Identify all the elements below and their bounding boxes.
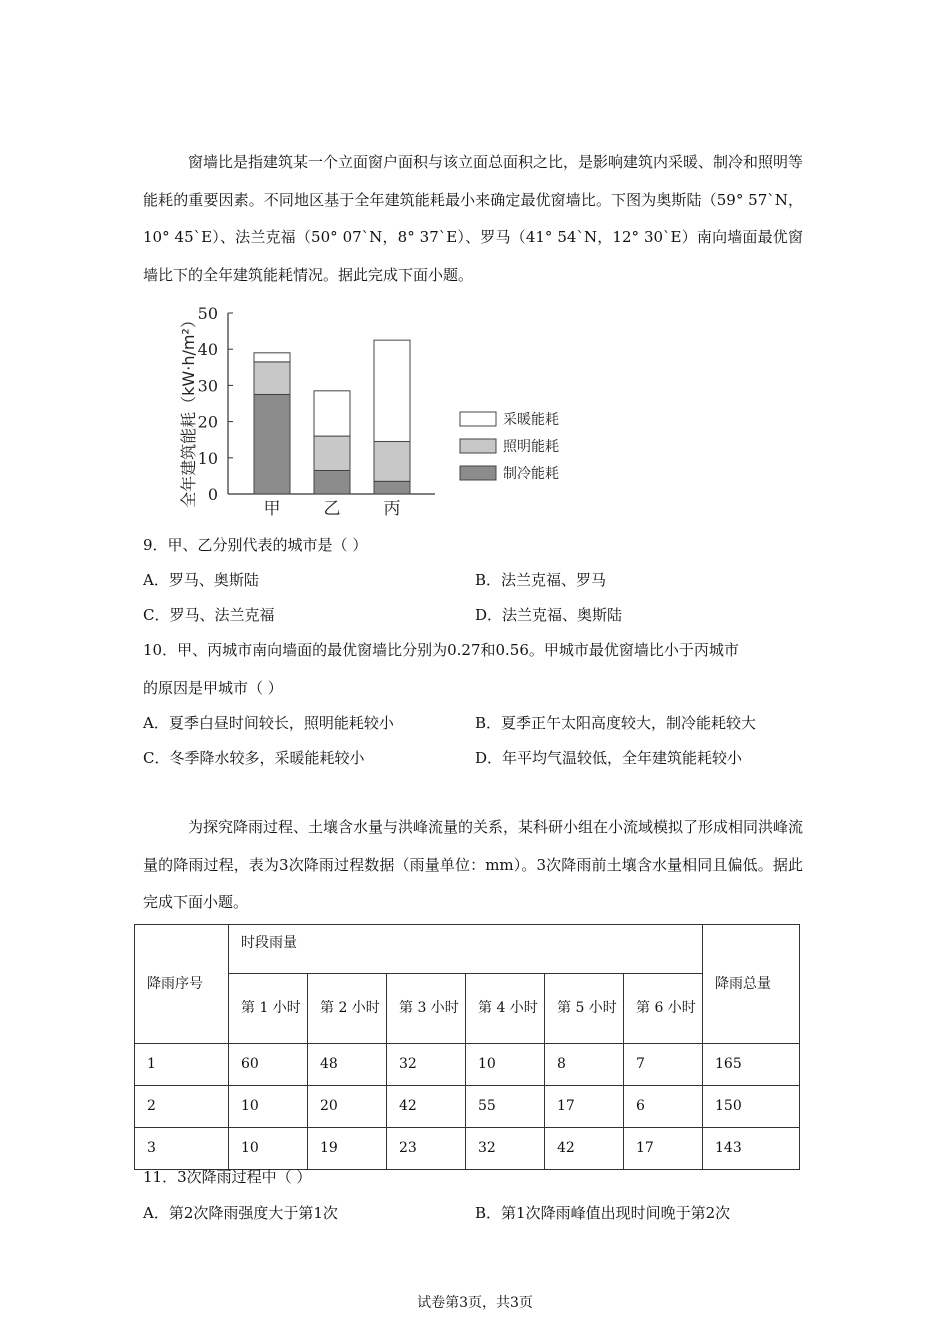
table-cell: 143 (703, 1128, 800, 1170)
y-tick-label: 0 (207, 485, 218, 504)
bar-segment (254, 394, 290, 494)
x-tick-label: 甲 (263, 499, 281, 519)
legend-label: 照明能耗 (503, 439, 559, 455)
table-cell: 23 (387, 1128, 466, 1170)
header-hour-3: 第 3 小时 (387, 974, 466, 1044)
table-cell: 19 (308, 1128, 387, 1170)
energy-chart (170, 295, 590, 525)
table-cell: 7 (624, 1044, 703, 1086)
header-period-rain: 时段雨量 (229, 925, 703, 974)
intro-text-2: 为探究降雨过程、土壤含水量与洪峰流量的关系，某科研小组在小流域模拟了形成相同洪峰流量的降雨过程，表为3次降雨过程数据（雨量单位：mm）。3次降雨前土壤含水量相同且偏低。据此完成下面小题。 (143, 818, 804, 911)
bar-segment (254, 362, 290, 395)
table-cell: 10 (229, 1128, 308, 1170)
q10-stem-line1: 10．甲、丙城市南向墙面的最优窗墙比分别为0.27和0.56。甲城市最优窗墙比小于丙城市 (143, 641, 739, 659)
q11-option-b[interactable]: B．第1次降雨峰值出现时间晚于第2次 (475, 1204, 731, 1222)
table-cell: 17 (624, 1128, 703, 1170)
table-cell: 20 (308, 1086, 387, 1128)
table-cell: 42 (545, 1128, 624, 1170)
table-cell: 48 (308, 1044, 387, 1086)
table-cell: 10 (466, 1044, 545, 1086)
table-cell: 2 (135, 1086, 229, 1128)
bar-segment (254, 353, 290, 362)
q10-option-d[interactable]: D．年平均气温较低，全年建筑能耗较小 (475, 749, 743, 767)
bar-segment (374, 340, 410, 441)
q10-option-b[interactable]: B．夏季正午太阳高度较大，制冷能耗较大 (475, 714, 757, 732)
table-cell: 10 (229, 1086, 308, 1128)
intro-paragraph-2 (143, 809, 803, 922)
table-cell: 17 (545, 1086, 624, 1128)
table-header-row-1 (135, 925, 800, 974)
y-tick-label: 10 (197, 448, 218, 468)
header-rain-seq: 降雨序号 (135, 925, 229, 1044)
x-tick-label: 丙 (383, 499, 401, 519)
table-cell: 150 (703, 1086, 800, 1128)
bar-segment (374, 481, 410, 494)
table-cell: 1 (135, 1044, 229, 1086)
header-hour-1: 第 1 小时 (229, 974, 308, 1044)
table-row (135, 1086, 800, 1128)
q10-option-a[interactable]: A．夏季白昼时间较长，照明能耗较小 (143, 714, 394, 732)
legend-swatch (460, 412, 496, 426)
header-hour-4: 第 4 小时 (466, 974, 545, 1044)
q11-stem: 11．3次降雨过程中（ ） (143, 1168, 312, 1186)
bar-segment (314, 470, 350, 494)
header-total-rain: 降雨总量 (703, 925, 800, 1044)
q11-option-a[interactable]: A．第2次降雨强度大于第1次 (143, 1204, 338, 1222)
legend-label: 制冷能耗 (503, 466, 559, 482)
x-tick-label: 乙 (323, 499, 341, 519)
table-row (135, 1044, 800, 1086)
table-cell: 42 (387, 1086, 466, 1128)
table-cell: 32 (466, 1128, 545, 1170)
table-row (135, 1128, 800, 1170)
q9-option-d[interactable]: D．法兰克福、奥斯陆 (475, 606, 623, 624)
q9-option-b[interactable]: B．法兰克福、罗马 (475, 571, 607, 589)
header-hour-5: 第 5 小时 (545, 974, 624, 1044)
page-footer: 试卷第3页，共3页 (417, 1295, 533, 1311)
legend-label: 采暖能耗 (503, 412, 559, 428)
q10-option-c[interactable]: C．冬季降水较多，采暖能耗较小 (143, 749, 365, 767)
y-tick-label: 50 (197, 304, 218, 323)
table-cell: 6 (624, 1086, 703, 1128)
y-tick-label: 20 (197, 412, 218, 432)
legend-swatch (460, 439, 496, 453)
table-cell: 8 (545, 1044, 624, 1086)
table-cell: 3 (135, 1128, 229, 1170)
table-cell: 60 (229, 1044, 308, 1086)
bar-segment (314, 391, 350, 436)
intro-paragraph-1 (143, 144, 803, 294)
table-cell: 55 (466, 1086, 545, 1128)
q9-stem: 9．甲、乙分别代表的城市是（ ） (143, 536, 368, 554)
bar-segment (314, 436, 350, 470)
bar-segment (374, 442, 410, 482)
header-hour-2: 第 2 小时 (308, 974, 387, 1044)
header-hour-6: 第 6 小时 (624, 974, 703, 1044)
q9-option-a[interactable]: A．罗马、奥斯陆 (143, 571, 259, 589)
intro-text-1: 窗墙比是指建筑某一个立面窗户面积与该立面总面积之比，是影响建筑内采暖、制冷和照明等能耗的重要因素。不同地区基于全年建筑能耗最小来确定最优窗墙比。下图为奥斯陆（59° 57`N，10° 45`E）、法兰克福（50° 07`N，8° 37`E）、罗马（41° 54`N，12° 30`E）南向墙面最优窗墙比下的全年建筑能耗情况。据此完成下面小题。 (143, 153, 804, 284)
table-cell: 32 (387, 1044, 466, 1086)
q10-stem-line2: 的原因是甲城市（ ） (143, 679, 283, 697)
table-header-row-2 (135, 974, 800, 1044)
rainfall-table (134, 924, 800, 1170)
y-tick-label: 30 (197, 376, 218, 396)
chart-ylabel: 全年建筑能耗（kW·h/m²） (179, 312, 198, 508)
y-tick-label: 40 (197, 340, 218, 360)
q9-option-c[interactable]: C．罗马、法兰克福 (143, 606, 275, 624)
legend-swatch (460, 466, 496, 480)
table-cell: 165 (703, 1044, 800, 1086)
